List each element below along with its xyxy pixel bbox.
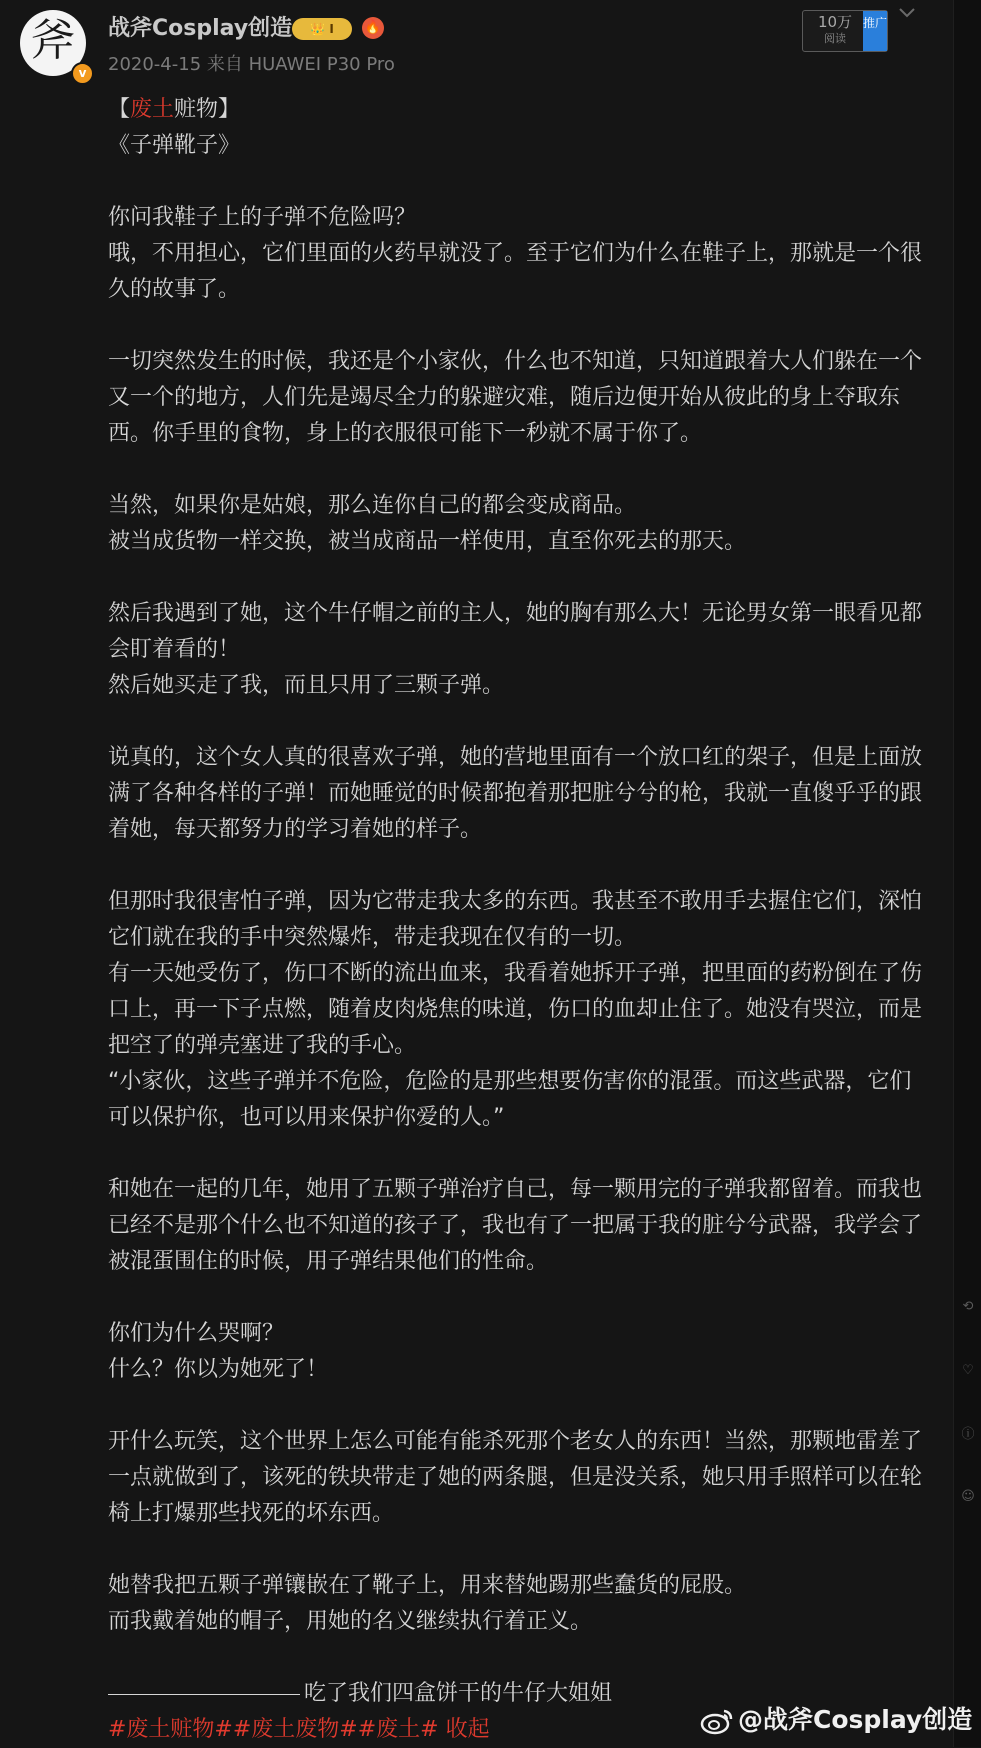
repost-icon[interactable]: ⟲ <box>962 1299 974 1314</box>
post-meta: 2020-4-15 来自 HUAWEI P30 Pro <box>108 54 395 75</box>
info-icon[interactable]: ⓘ <box>961 1427 975 1442</box>
avatar-logo-text: 斧 <box>31 15 75 66</box>
hashtag-links[interactable]: #废土赃物##废土废物##废土# <box>108 1717 439 1742</box>
post-line: 说真的，这个女人真的很喜欢子弹，她的营地里面有一个放口红的架子，但是上面放满了各种各样的子弹！而她睡觉的时候都抱着那把脏兮兮的枪，我就一直傻乎乎的跟着她，每天都努力的学习着她的样子。 <box>108 745 923 842</box>
post-line: 被当成货物一样交换，被当成商品一样使用，直至你死去的那天。 <box>108 529 747 554</box>
post-line: 和她在一起的几年，她用了五颗子弹治疗自己，每一颗用完的子弹我都留着。而我也已经不是那个什么也不知道的孩子了，我也有了一把属于我的脏兮兮武器，我学会了被混蛋围住的时候，用子弹结果他们的性命。 <box>108 1177 923 1274</box>
signature-dash <box>108 1694 300 1695</box>
post-subtitle: 《子弹靴子》 <box>108 133 241 158</box>
read-count: 10万 <box>817 13 853 31</box>
vip-level-badge-icon[interactable]: 👑 I <box>292 18 352 40</box>
verified-badge-icon: v <box>71 62 94 85</box>
weibo-logo-icon <box>700 1707 734 1735</box>
post-title: 【废土赃物】 <box>108 97 241 122</box>
post-line: 你们为什么哭啊？ <box>108 1321 285 1346</box>
post-line: 有一天她受伤了，伤口不断的流出血来，我看着她拆开子弹，把里面的药粉倒在了伤口上，再一下子点燃，随着皮肉烧焦的味道，伤口的血却止住了。她没有哭泣，而是把空了的弹壳塞进了我的手心。 <box>108 961 923 1058</box>
post-line: 她替我把五颗子弹镶嵌在了靴子上，用来替她踢那些蠢货的屁股。 <box>108 1573 747 1598</box>
post-signature: 吃了我们四盒饼干的牛仔大姐姐 <box>108 1676 923 1712</box>
post-line: 但那时我很害怕子弹，因为它带走我太多的东西。我甚至不敢用手去握住它们，深怕它们就在我的手中突然爆炸，带走我现在仅有的一切。 <box>108 889 923 950</box>
read-count-label: 阅读 <box>824 32 846 45</box>
promote-button[interactable]: 推广 <box>863 11 887 51</box>
post-line: 然后我遇到了她，这个牛仔帽之前的主人，她的胸有那么大！无论男女第一眼看见都会盯着看的！ <box>108 601 923 662</box>
post-line: 而我戴着她的帽子，用她的名义继续执行着正义。 <box>108 1609 593 1634</box>
post-line: 什么？你以为她死了！ <box>108 1357 329 1382</box>
post-line: 哦，不用担心，它们里面的火药早就没了。至于它们为什么在鞋子上，那就是一个很久的故事了。 <box>108 241 923 302</box>
collapse-button[interactable]: 收起 <box>438 1717 490 1742</box>
post-line: 然后她买走了我，而且只用了三颗子弹。 <box>108 673 505 698</box>
post-body <box>108 92 923 1748</box>
fire-badge-icon[interactable]: 🔥 <box>362 17 384 39</box>
chevron-down-icon[interactable] <box>898 4 916 23</box>
watermark-text: @战斧Cosplay创造 <box>738 1705 973 1734</box>
like-icon[interactable]: ♡ <box>962 1363 974 1378</box>
user-icon[interactable]: ☺ <box>961 1489 975 1504</box>
post-paragraphs <box>108 164 923 1640</box>
read-count-box <box>802 10 888 52</box>
post-title-highlight: 废土 <box>130 97 175 122</box>
right-sidebar <box>953 0 981 1747</box>
post-line: 开什么玩笑，这个世界上怎么可能有能杀死那个老女人的东西！当然，那颗地雷差了一点就做到了，该死的铁块带走了她的两条腿，但是没关系，她只用手照样可以在轮椅上打爆那些找死的坏东西。 <box>108 1429 923 1526</box>
post-line: “小家伙，这些子弹并不危险，危险的是那些想要伤害你的混蛋。而这些武器，它们可以保护你，也可以用来保护你爱的人。” <box>108 1069 912 1130</box>
post-line: 当然，如果你是姑娘，那么连你自己的都会变成商品。 <box>108 493 637 518</box>
username-link[interactable]: 战斧Cosplay创造 <box>108 16 293 41</box>
post-line: 一切突然发生的时候，我还是个小家伙，什么也不知道，只知道跟着大人们躲在一个又一个的地方，人们先是竭尽全力的躲避灾难，随后边便开始从彼此的身上夺取东西。你手里的食物，身上的衣服很可能下一秒就不属于你了。 <box>108 349 923 446</box>
post-line: 你问我鞋子上的子弹不危险吗？ <box>108 205 417 230</box>
watermark <box>700 1702 972 1738</box>
